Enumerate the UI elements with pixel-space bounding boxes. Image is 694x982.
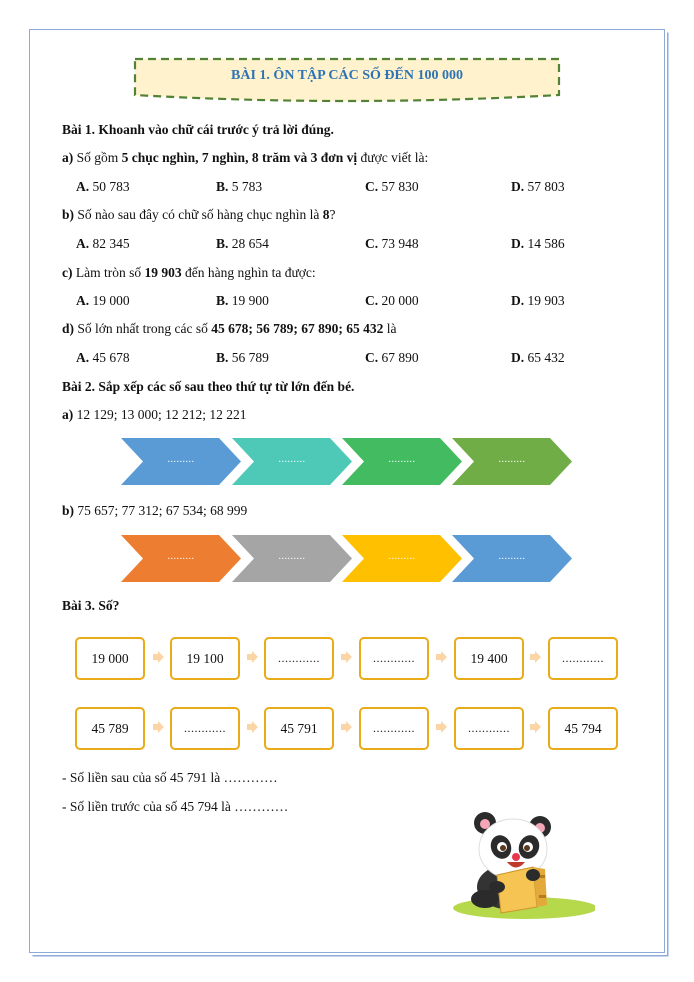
chevron-answer-slot[interactable]: ......... bbox=[232, 535, 352, 582]
sequence-blank-input[interactable]: ............ bbox=[170, 707, 240, 750]
sequence-blank-input[interactable]: ............ bbox=[454, 707, 524, 750]
option-d[interactable]: D. 14 586 bbox=[511, 236, 565, 251]
arrow-right-icon bbox=[530, 721, 541, 733]
option-c[interactable]: C. 57 830 bbox=[365, 179, 419, 194]
arrow-right-icon bbox=[247, 721, 258, 733]
option-a[interactable]: A. 45 678 bbox=[76, 350, 130, 365]
panda-reading-illustration bbox=[445, 805, 595, 920]
sequence-box: 19 400 bbox=[454, 637, 524, 680]
page-title: BÀI 1. ÔN TẬP CÁC SỐ ĐẾN 100 000 bbox=[231, 68, 463, 83]
arrow-right-icon bbox=[341, 721, 352, 733]
sequence-blank-input[interactable]: ............ bbox=[359, 637, 429, 680]
exercise2-heading: Bài 2. Sắp xếp các số sau theo thứ tự từ lớn đến bé. bbox=[62, 379, 355, 394]
arrow-right-icon bbox=[530, 651, 541, 663]
sequence-row-1 bbox=[75, 637, 635, 679]
option-c[interactable]: C. 67 890 bbox=[365, 350, 419, 365]
chevron-answer-slot[interactable]: ......... bbox=[121, 535, 241, 582]
option-d[interactable]: D. 65 432 bbox=[511, 350, 565, 365]
question-b-text: b) Số nào sau đây có chữ số hàng chục nghìn là 8? bbox=[62, 207, 336, 222]
sequence-blank-input[interactable]: ............ bbox=[264, 637, 334, 680]
arrow-right-icon bbox=[341, 651, 352, 663]
statement-next-number: - Số liền sau của số 45 791 là ………… bbox=[62, 770, 278, 785]
arrow-right-icon bbox=[247, 651, 258, 663]
chevron-answer-slot[interactable]: ......... bbox=[232, 438, 352, 485]
chevron-answer-slot[interactable]: ......... bbox=[452, 535, 572, 582]
arrow-right-icon bbox=[436, 721, 447, 733]
sequence-box: 19 100 bbox=[170, 637, 240, 680]
sequence-box: 45 789 bbox=[75, 707, 145, 750]
option-a[interactable]: A. 50 783 bbox=[76, 179, 130, 194]
option-c[interactable]: C. 73 948 bbox=[365, 236, 419, 251]
exercise3-heading: Bài 3. Số? bbox=[62, 598, 120, 613]
question-a-text: a) Số gồm 5 chục nghìn, 7 nghìn, 8 trăm và 3 đơn vị được viết là: bbox=[62, 150, 429, 165]
sequence-box: 45 794 bbox=[548, 707, 618, 750]
sequence-box: 45 791 bbox=[264, 707, 334, 750]
question-d-text: d) Số lớn nhất trong các số 45 678; 56 789; 67 890; 65 432 là bbox=[62, 321, 397, 336]
question-c-text: c) Làm tròn số 19 903 đến hàng nghìn ta được: bbox=[62, 265, 316, 280]
option-a[interactable]: A. 82 345 bbox=[76, 236, 130, 251]
option-b[interactable]: B. 28 654 bbox=[216, 236, 269, 251]
exercise1-heading: Bài 1. Khoanh vào chữ cái trước ý trả lời đúng. bbox=[62, 122, 334, 137]
option-a[interactable]: A. 19 000 bbox=[76, 293, 130, 308]
option-d[interactable]: D. 19 903 bbox=[511, 293, 565, 308]
chevron-answer-slot[interactable]: ......... bbox=[342, 438, 462, 485]
arrow-right-icon bbox=[436, 651, 447, 663]
option-b[interactable]: B. 19 900 bbox=[216, 293, 269, 308]
chevron-row-a bbox=[121, 438, 581, 485]
sequence-row-2 bbox=[75, 707, 635, 749]
chevron-answer-slot[interactable]: ......... bbox=[342, 535, 462, 582]
sequence-blank-input[interactable]: ............ bbox=[548, 637, 618, 680]
exercise2-part-b-numbers: b) 75 657; 77 312; 67 534; 68 999 bbox=[62, 503, 248, 518]
option-d[interactable]: D. 57 803 bbox=[511, 179, 565, 194]
chevron-row-b bbox=[121, 535, 581, 582]
title-banner bbox=[133, 57, 561, 101]
option-c[interactable]: C. 20 000 bbox=[365, 293, 419, 308]
chevron-answer-slot[interactable]: ......... bbox=[452, 438, 572, 485]
sequence-blank-input[interactable]: ............ bbox=[359, 707, 429, 750]
statement-previous-number: - Số liền trước của số 45 794 là ………… bbox=[62, 799, 289, 814]
exercise2-part-a-numbers: a) 12 129; 13 000; 12 212; 12 221 bbox=[62, 407, 247, 422]
sequence-box: 19 000 bbox=[75, 637, 145, 680]
arrow-right-icon bbox=[153, 721, 164, 733]
option-b[interactable]: B. 5 783 bbox=[216, 179, 263, 194]
option-b[interactable]: B. 56 789 bbox=[216, 350, 269, 365]
arrow-right-icon bbox=[153, 651, 164, 663]
chevron-answer-slot[interactable]: ......... bbox=[121, 438, 241, 485]
